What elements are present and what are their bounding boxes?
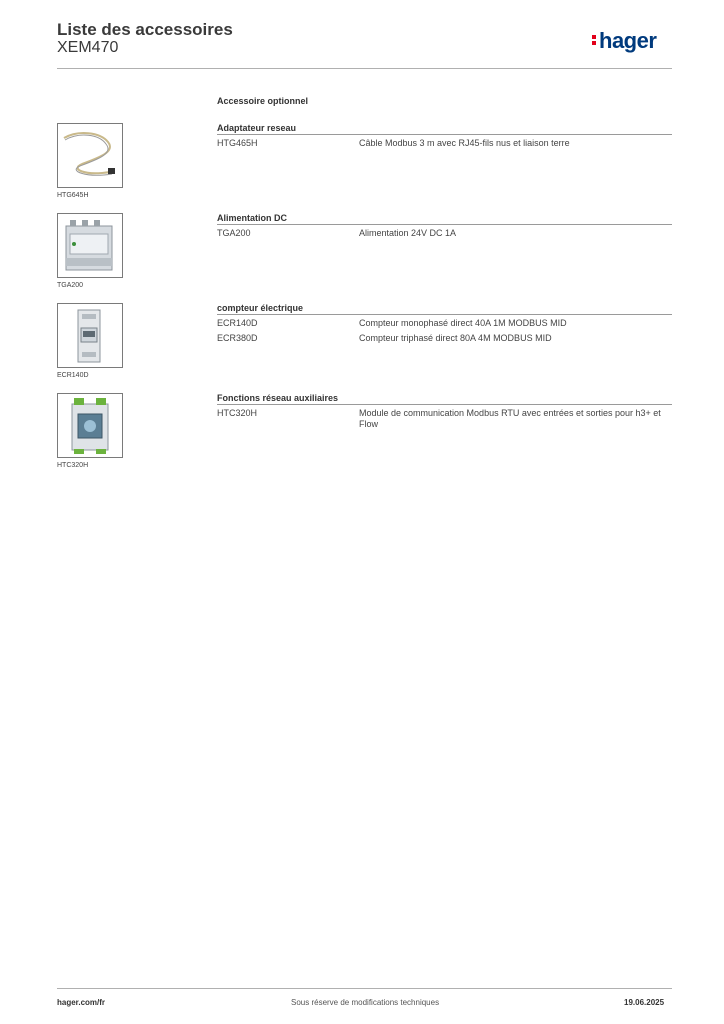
accessory-image-module (57, 393, 123, 458)
group-divider (217, 404, 672, 405)
accessory-reference: HTG465H (217, 138, 258, 148)
cable-icon (58, 124, 122, 187)
product-reference: XEM470 (57, 39, 119, 56)
energy-meter-icon (58, 304, 122, 367)
header-divider (57, 68, 672, 69)
footer-divider (57, 988, 672, 989)
group-title: Adaptateur reseau (217, 123, 297, 133)
accessory-description: Compteur triphasé direct 80A 4M MODBUS MID (359, 333, 552, 343)
group-divider (217, 224, 672, 225)
accessory-reference: ECR380D (217, 333, 258, 343)
footer-date: 19.06.2025 (624, 998, 665, 1007)
logo-text: hager (599, 28, 657, 53)
accessory-description: Compteur monophasé direct 40A 1M MODBUS MID (359, 318, 567, 328)
accessory-reference: ECR140D (217, 318, 258, 328)
accessory-image-caption: HTC320H (57, 462, 89, 469)
accessory-image-caption: TGA200 (57, 282, 84, 289)
accessory-reference: TGA200 (217, 228, 251, 238)
footer-disclaimer: Sous réserve de modifications techniques (291, 998, 440, 1007)
accessory-image-caption: ECR140D (57, 372, 89, 379)
hager-logo (592, 28, 656, 54)
group-title: compteur électrique (217, 303, 304, 313)
group-divider (217, 134, 672, 135)
accessory-image-caption: HTG645H (57, 192, 89, 199)
page-title: Liste des accessoires (57, 20, 233, 39)
accessory-image-power-supply (57, 213, 123, 278)
group-title: Alimentation DC (217, 213, 288, 223)
logo-dots-icon (592, 33, 597, 47)
accessory-reference: HTC320H (217, 408, 258, 418)
footer-website: hager.com/fr (57, 998, 106, 1007)
accessory-description: Câble Modbus 3 m avec RJ45-fils nus et liaison terre (359, 138, 570, 148)
communication-module-icon (58, 394, 122, 457)
accessory-image-meter (57, 303, 123, 368)
section-title: Accessoire optionnel (217, 96, 309, 106)
power-supply-icon (58, 214, 122, 277)
group-divider (217, 314, 672, 315)
accessory-image-cable (57, 123, 123, 188)
group-title: Fonctions réseau auxiliaires (217, 393, 339, 403)
accessory-description: Alimentation 24V DC 1A (359, 228, 457, 238)
accessory-description: Module de communication Modbus RTU avec entrées et sorties pour h3+ et Flow (359, 408, 661, 429)
